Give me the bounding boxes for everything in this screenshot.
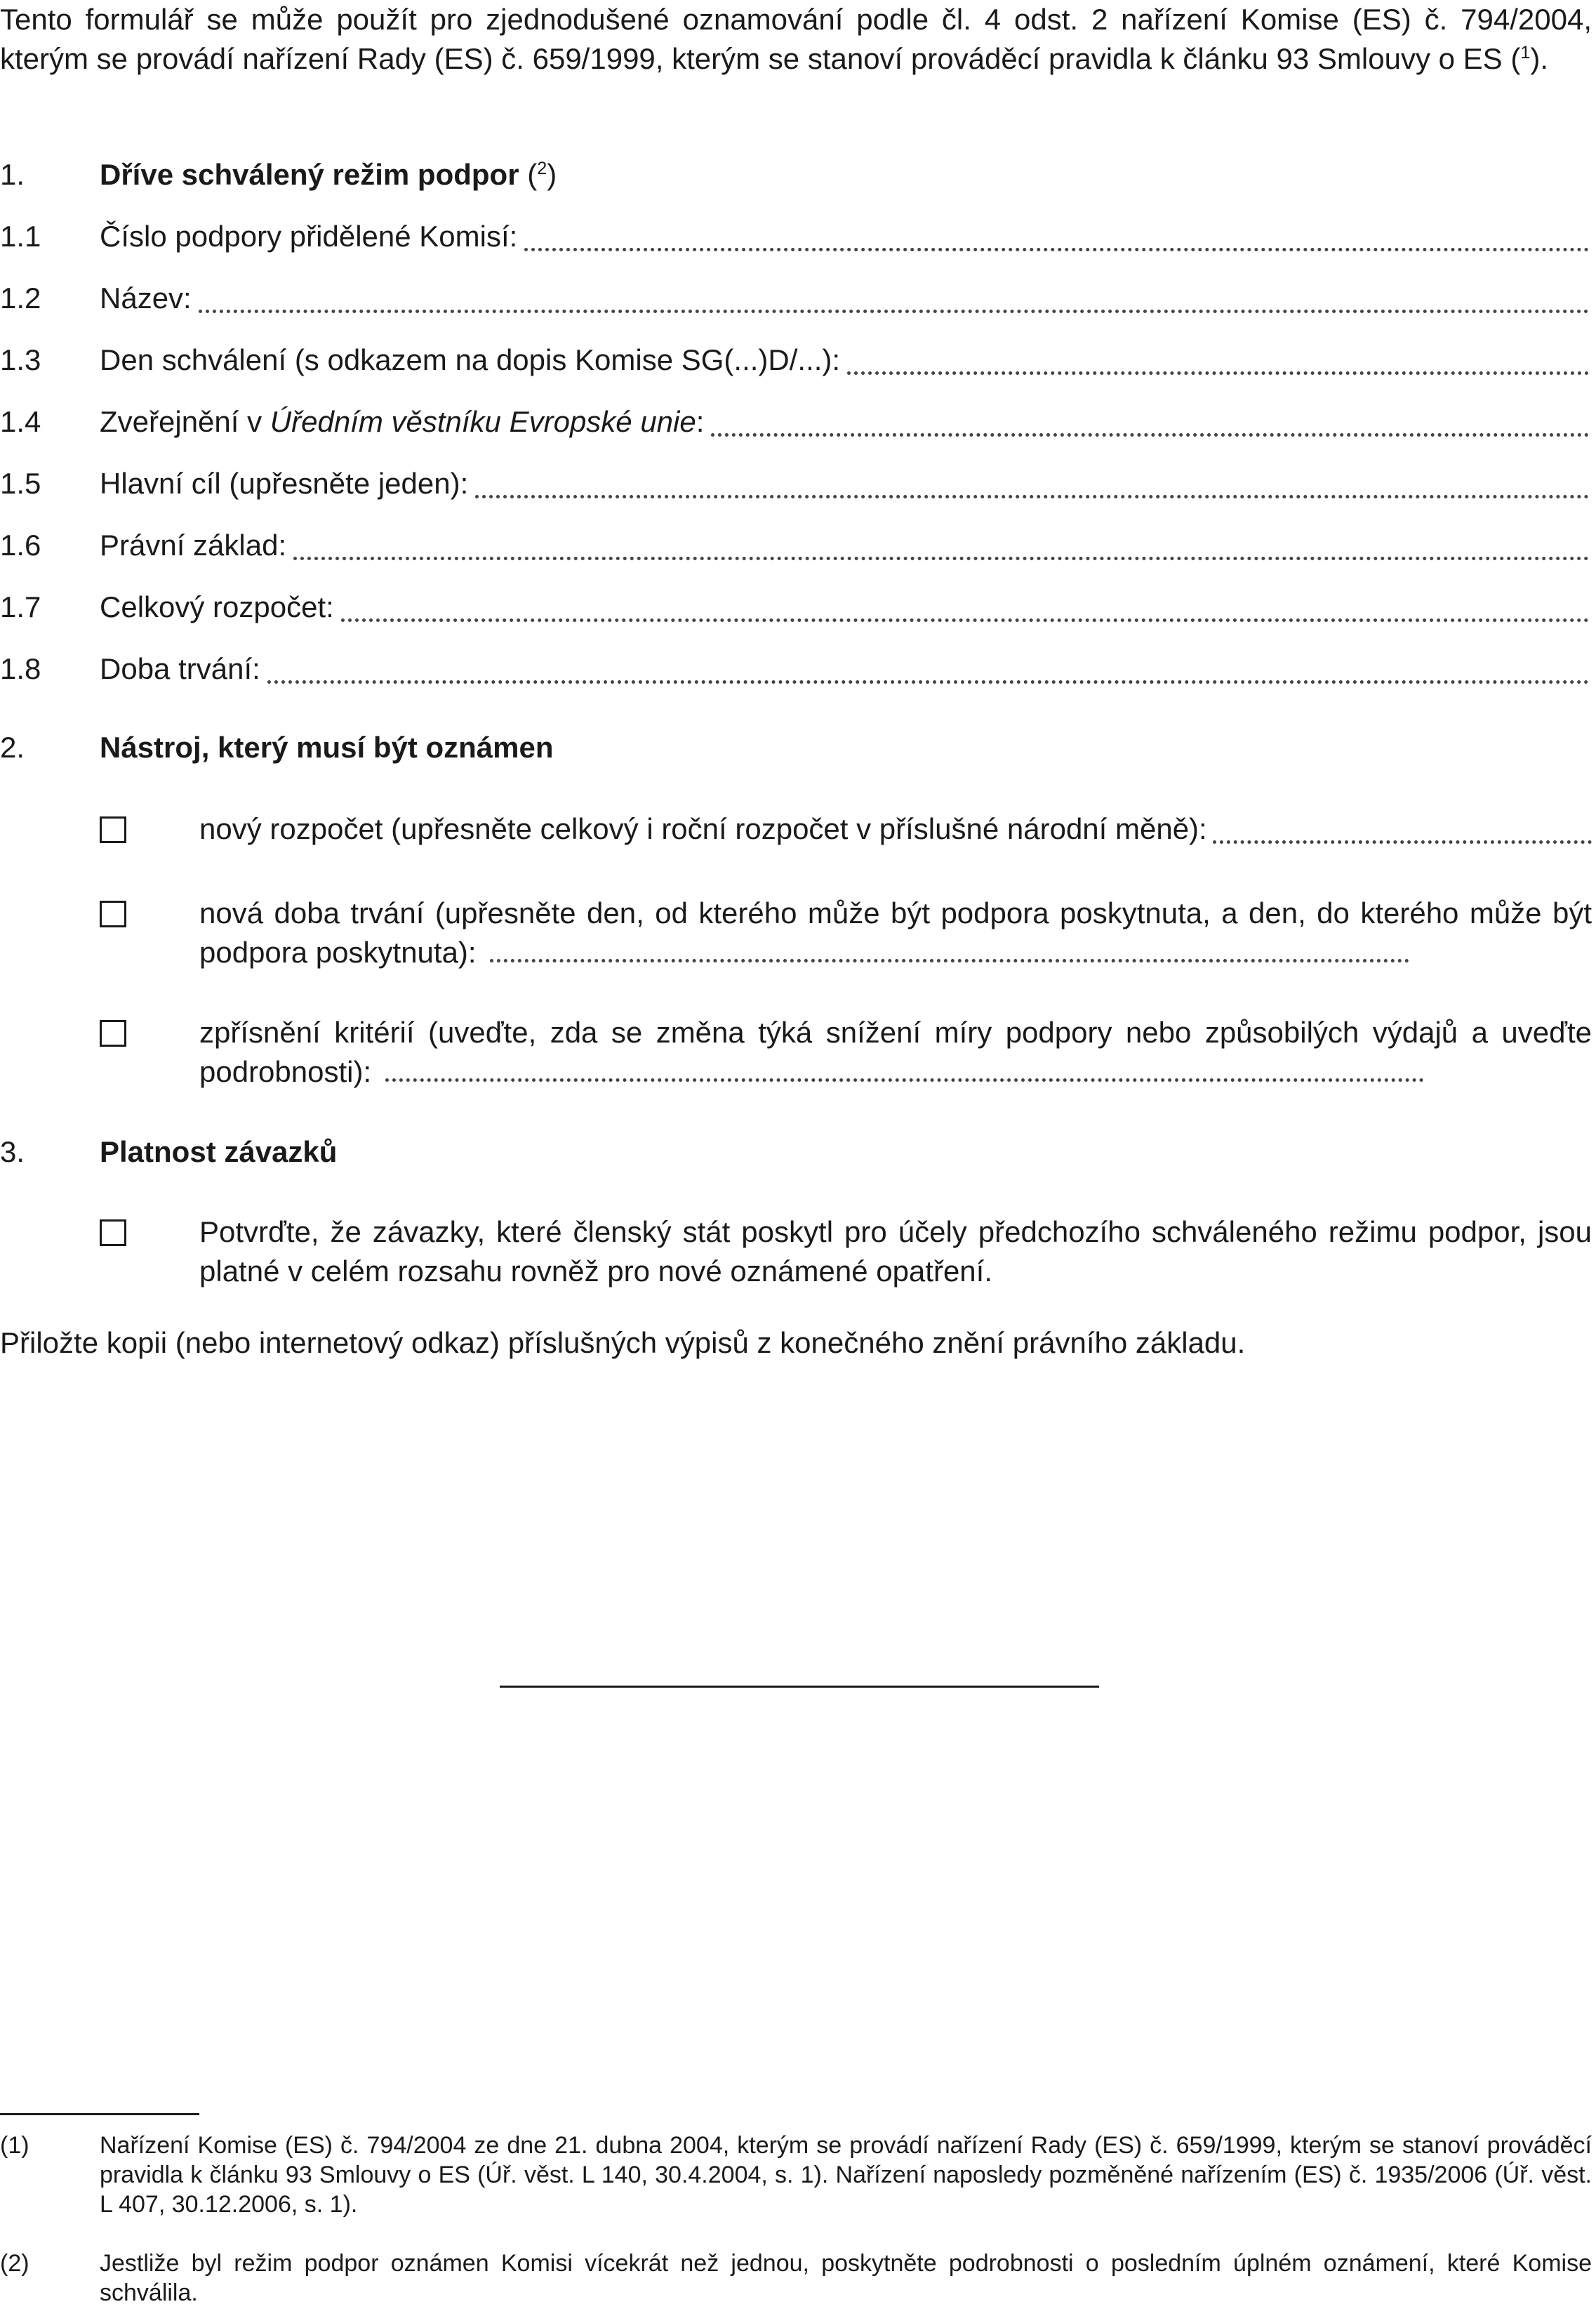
footnote-text: Nařízení Komise (ES) č. 794/2004 ze dne 21. dubna 2004, kterým se provádí nařízení Rady (ES) č. 659/1999, kterým se stanoví prováděcí pravidla k článku 93 Smlouvy o ES (Úř. věst. L 140, 30.4.2004, s. 1). Nařízení naposledy pozměněné nařízením (ES) č. 1935/2006 (Úř. věst. L 407, 30.12.2006, s. 1).: [100, 2132, 1592, 2218]
footnote-separator: [0, 2113, 199, 2115]
field-label: [100, 402, 704, 442]
field-number: 1.1: [0, 220, 41, 253]
footnote-ref-1[interactable]: 1: [1520, 43, 1531, 62]
field-1-4[interactable]: [0, 402, 1592, 442]
end-separator: [500, 1686, 1099, 1688]
fill-in-line[interactable]: [847, 340, 1589, 375]
checkbox[interactable]: [100, 1219, 126, 1246]
ref-open: (: [519, 158, 538, 191]
field-number: 1.8: [0, 652, 41, 685]
field-number: 1.6: [0, 529, 41, 562]
fill-in-line[interactable]: [490, 952, 1409, 962]
field-label: Hlavní cíl (upřesněte jeden):: [100, 467, 469, 500]
section-1-ref-wrap: [519, 158, 557, 191]
journal-name: Úředním věstníku Evropské unie: [270, 405, 696, 438]
closing-paragraph: Přiložte kopii (nebo internetový odkaz) příslušných výpisů z konečného znění právního základu.: [0, 1326, 1246, 1359]
section-1-title: Dříve schválený režim podpor: [100, 158, 519, 191]
checkbox[interactable]: [100, 816, 126, 843]
field-1-1[interactable]: [0, 217, 1592, 256]
ref-close: ): [547, 158, 557, 191]
option-text-wrap: [199, 1013, 1592, 1092]
option-text: nový rozpočet (upřesněte celkový i roční rozpočet v příslušné národní měně):: [199, 812, 1207, 845]
intro-paragraph: [0, 0, 1592, 79]
option-text: zpřísnění kritérií (uveďte, zda se změna týká snížení míry podpory nebo způsobilých výdajů a uveďte podrobnosti):: [199, 1016, 1592, 1088]
fill-in-line[interactable]: [711, 402, 1589, 437]
field-label-post: :: [696, 405, 705, 438]
field-label-pre: Zveřejnění v: [100, 405, 270, 438]
field-1-5[interactable]: [0, 464, 1592, 503]
fill-in-line[interactable]: [267, 649, 1589, 684]
field-label: Doba trvání:: [100, 652, 260, 685]
section-1-number: 1.: [0, 158, 25, 191]
fill-in-line[interactable]: [293, 526, 1589, 560]
field-number: 1.7: [0, 590, 41, 623]
section-1-title-line: [100, 155, 557, 194]
footnote-ref-2[interactable]: 2: [537, 159, 547, 178]
footnote-text: Jestliže byl režim podpor oznámen Komisi vícekrát než jednou, poskytněte podrobnosti o posledním úplném oznámení, které Komise schválila.: [100, 2250, 1592, 2306]
fill-in-line[interactable]: [199, 279, 1589, 313]
field-label: Den schválení (s odkazem na dopis Komise SG(...)D/...):: [100, 343, 841, 376]
checkbox[interactable]: [100, 1020, 126, 1047]
section-3-title: Platnost závazků: [100, 1135, 338, 1168]
field-1-8[interactable]: [0, 649, 1592, 689]
field-1-3[interactable]: [0, 340, 1592, 380]
field-number: 1.5: [0, 467, 41, 500]
section-2-title: Nástroj, který musí být oznámen: [100, 731, 554, 764]
field-1-7[interactable]: [0, 588, 1592, 627]
section-1-heading: [0, 155, 1592, 194]
section-3-number: 3.: [0, 1135, 25, 1168]
fill-in-line[interactable]: [385, 1071, 1424, 1082]
footnote-mark: (1): [0, 2132, 29, 2159]
fill-in-line[interactable]: [1213, 809, 1592, 844]
field-label: Název:: [100, 282, 192, 315]
field-label: Právní základ:: [100, 529, 287, 562]
option-text: nová doba trvání (upřesněte den, od kterého může být podpora poskytnuta, a den, do kterého může být podpora poskytnuta):: [199, 896, 1592, 969]
option-text-wrap: [199, 809, 1592, 849]
section-2-heading: [0, 728, 1592, 767]
field-1-6[interactable]: [0, 526, 1592, 565]
section-3-heading: [0, 1132, 1592, 1172]
option-text-wrap: [199, 894, 1592, 972]
checkbox[interactable]: [100, 901, 126, 927]
field-number: 1.2: [0, 282, 41, 315]
field-label: Číslo podpory přidělené Komisí:: [100, 220, 518, 253]
fill-in-line[interactable]: [475, 464, 1589, 498]
fill-in-line[interactable]: [524, 217, 1589, 251]
intro-tail: ).: [1530, 42, 1548, 75]
field-1-2[interactable]: [0, 279, 1592, 318]
fill-in-line[interactable]: [341, 588, 1589, 622]
intro-text: Tento formulář se může použít pro zjednodušené oznamování podle čl. 4 odst. 2 nařízení Komise (ES) č. 794/2004, kterým se provádí nařízení Rady (ES) č. 659/1999, kterým se stanoví prováděcí pravidla k článku 93 Smlouvy o ES (: [0, 3, 1592, 75]
section-2-number: 2.: [0, 731, 25, 764]
field-label: Celkový rozpočet:: [100, 590, 334, 623]
field-number: 1.4: [0, 405, 41, 438]
footnote-mark: (2): [0, 2250, 29, 2277]
option-text: Potvrďte, že závazky, které členský stát poskytl pro účely předchozího schváleného režimu podpor, jsou platné v celém rozsahu rovněž pro nové oznámené opatření.: [199, 1215, 1592, 1288]
field-number: 1.3: [0, 343, 41, 376]
